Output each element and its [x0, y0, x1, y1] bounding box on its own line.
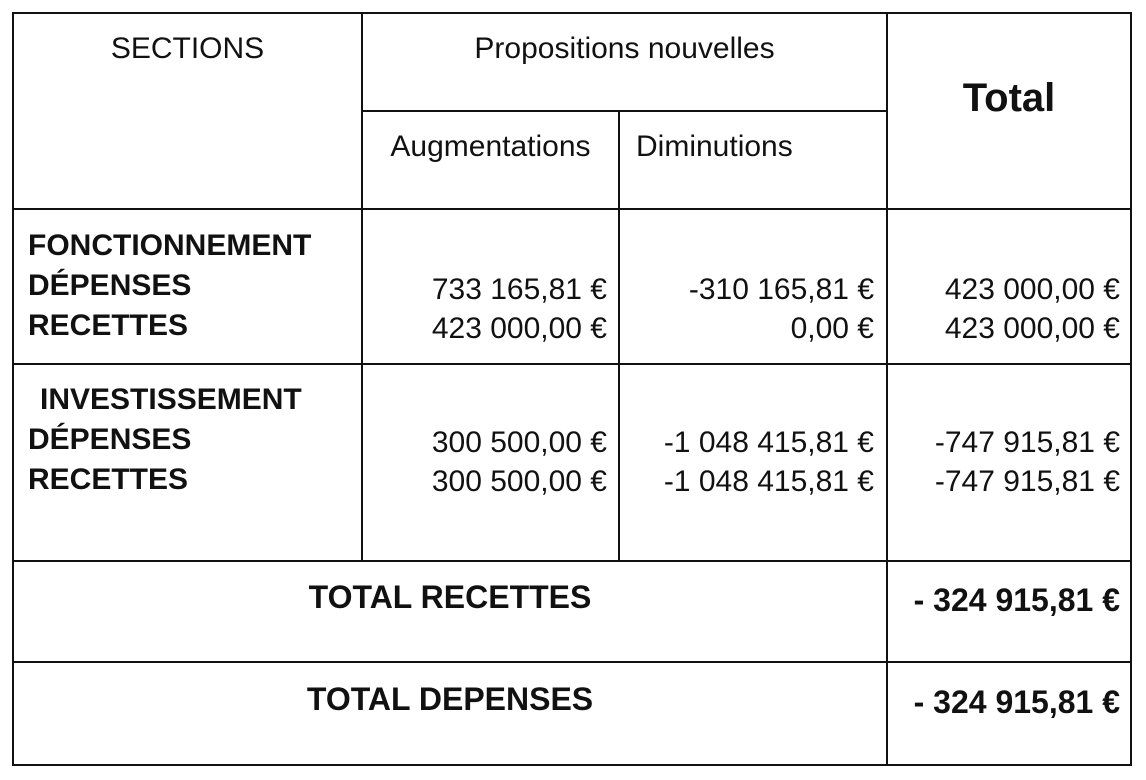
section-investissement — [28, 380, 361, 500]
diminutions-cell — [620, 423, 874, 501]
augmentation-depenses: 733 165,81 € — [431, 273, 607, 306]
depenses-label: DÉPENSES — [28, 423, 192, 456]
grid-line — [886, 14, 888, 766]
augmentations-cell — [363, 423, 607, 501]
total-depenses: 423 000,00 € — [944, 273, 1120, 306]
augmentations-cell — [363, 270, 607, 348]
total-recettes-label: TOTAL RECETTES — [308, 579, 592, 615]
header-augmentations: Augmentations — [390, 130, 591, 163]
grid-line — [14, 560, 1130, 562]
depenses-label: DÉPENSES — [28, 269, 192, 302]
total-depenses-value: - 324 915,81 € — [913, 684, 1120, 720]
total-recettes: -747 915,81 € — [934, 465, 1120, 498]
header-diminutions: Diminutions — [636, 130, 793, 163]
total-cell — [888, 270, 1120, 348]
total-recettes-value: - 324 915,81 € — [913, 582, 1120, 618]
header-propositions: Propositions nouvelles — [474, 32, 775, 65]
total-cell — [888, 423, 1120, 501]
grid-line — [14, 661, 1130, 663]
header-total: Total — [962, 76, 1056, 120]
recettes-label: RECETTES — [28, 463, 189, 496]
section-fonctionnement — [28, 226, 361, 346]
section-title: FONCTIONNEMENT — [28, 229, 312, 262]
grid-line — [361, 110, 886, 112]
augmentation-depenses: 300 500,00 € — [431, 426, 607, 459]
budget-table — [12, 12, 1132, 766]
augmentation-recettes: 423 000,00 € — [431, 312, 607, 345]
diminution-depenses: -1 048 415,81 € — [663, 426, 874, 459]
section-title: INVESTISSEMENT — [40, 383, 302, 416]
total-depenses-label: TOTAL DEPENSES — [306, 681, 594, 717]
total-recettes: 423 000,00 € — [944, 312, 1120, 345]
diminution-depenses: -310 165,81 € — [688, 273, 874, 306]
grid-line — [14, 208, 1130, 210]
diminution-recettes: -1 048 415,81 € — [663, 465, 874, 498]
header-sections: SECTIONS — [110, 32, 265, 65]
diminution-recettes: 0,00 € — [790, 312, 874, 345]
recettes-label: RECETTES — [28, 309, 189, 342]
grid-line — [14, 363, 1130, 365]
diminutions-cell — [620, 270, 874, 348]
augmentation-recettes: 300 500,00 € — [431, 465, 607, 498]
total-depenses: -747 915,81 € — [934, 426, 1120, 459]
